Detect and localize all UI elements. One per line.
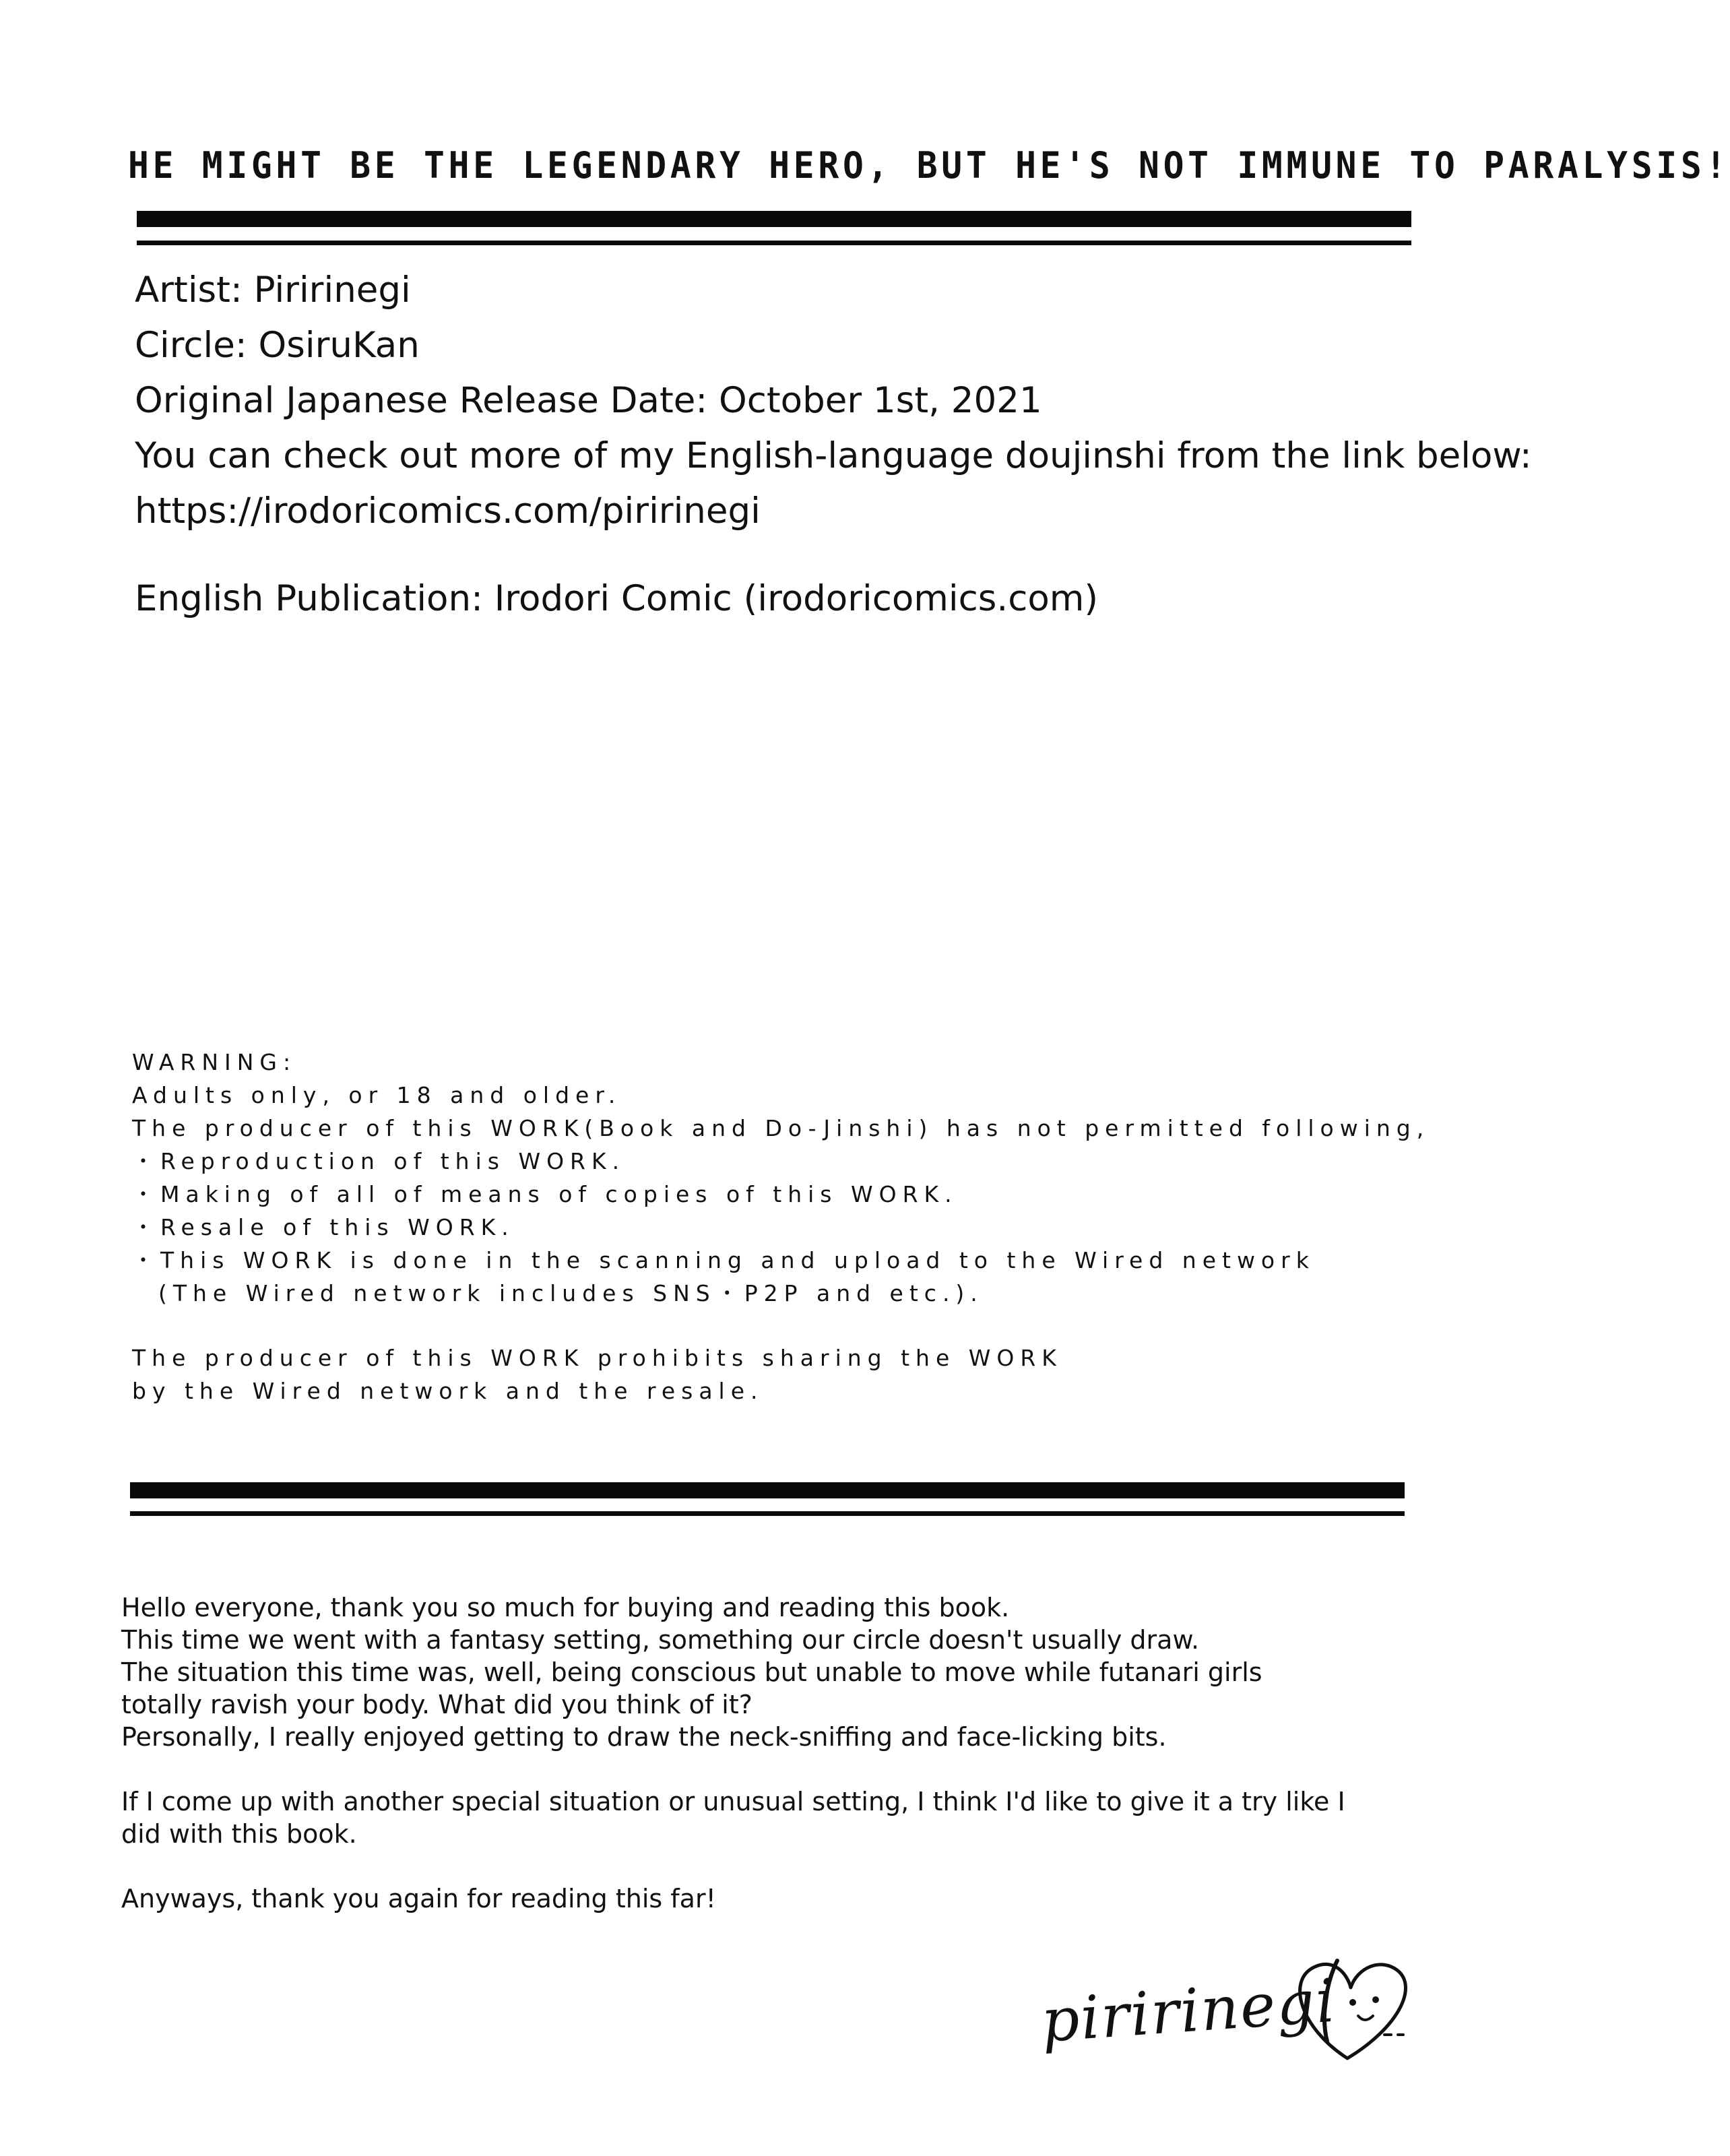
bottom-divider-thick: [130, 1482, 1405, 1498]
afterword-line: Hello everyone, thank you so much for buying and reading this book.: [121, 1593, 1010, 1622]
afterword-line: totally ravish your body. What did you think of it?: [121, 1690, 752, 1719]
afterword: [121, 1591, 1455, 1915]
warning-line: The producer of this WORK(Book and Do-Jinshi) has not permitted following,: [132, 1115, 1430, 1141]
bottom-divider-thin: [130, 1511, 1405, 1516]
afterword-line: The situation this time was, well, being conscious but unable to move while futanari girls: [121, 1657, 1262, 1687]
warning-line: (The Wired network includes SNS・P2P and etc.).: [132, 1280, 984, 1306]
warning-line: Adults only, or 18 and older.: [132, 1082, 622, 1108]
warning-notice: [132, 1046, 1430, 1407]
afterword-line: If I come up with another special situation or unusual setting, I think I'd like to give it a try like I: [121, 1787, 1345, 1816]
publication-credit: English Publication: Irodori Comic (irodoricomics.com): [135, 578, 1099, 619]
credits-block: [135, 263, 1532, 627]
top-divider-thin: [137, 241, 1411, 245]
afterword-line: Personally, I really enjoyed getting to draw the neck-sniffing and face-licking bits.: [121, 1722, 1167, 1752]
warning-closing-line: The producer of this WORK prohibits sharing the WORK: [132, 1345, 1062, 1371]
afterword-line: Anyways, thank you again for reading this far!: [121, 1884, 716, 1913]
release-date: Original Japanese Release Date: October 1st, 2021: [135, 380, 1042, 421]
artist-credit: Artist: Piririnegi: [135, 270, 411, 311]
warning-heading: WARNING:: [132, 1049, 297, 1075]
afterword-line: This time we went with a fantasy setting, something our circle doesn't usually draw.: [121, 1625, 1200, 1655]
signature-text: piririnegi: [1039, 1965, 1339, 2056]
warning-closing-line: by the Wired network and the resale.: [132, 1378, 764, 1404]
warning-line: ・Reproduction of this WORK.: [132, 1148, 626, 1174]
more-works-link[interactable]: https://irodoricomics.com/piririnegi: [135, 490, 761, 532]
afterword-line: did with this book.: [121, 1819, 357, 1849]
artist-signature: [1031, 1940, 1421, 2089]
page-title: HE MIGHT BE THE LEGENDARY HERO, BUT HE'S NOT IMMUNE TO PARALYSIS!: [128, 144, 1730, 187]
more-works-text: You can check out more of my English-language doujinshi from the link below:: [135, 435, 1532, 476]
top-divider-thick: [137, 211, 1411, 227]
circle-credit: Circle: OsiruKan: [135, 325, 420, 366]
warning-line: ・This WORK is done in the scanning and upload to the Wired network: [132, 1247, 1315, 1273]
warning-line: ・Making of all of means of copies of this WORK.: [132, 1181, 958, 1207]
warning-line: ・Resale of this WORK.: [132, 1214, 515, 1240]
